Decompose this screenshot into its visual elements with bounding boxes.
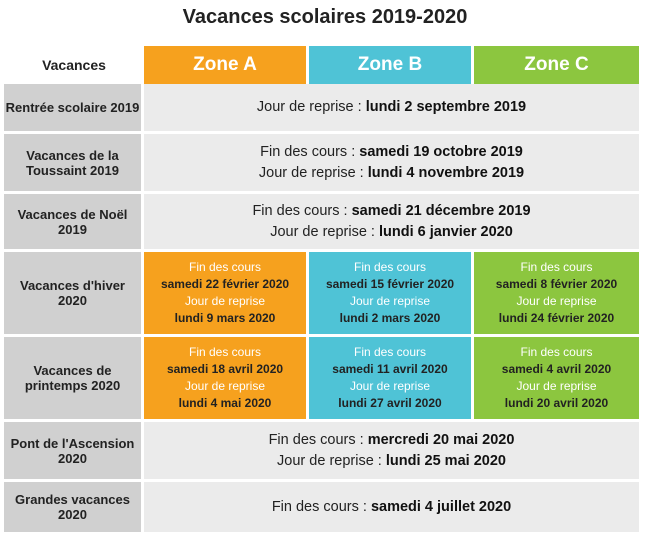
printemps-zone-a (144, 337, 309, 422)
fin-label: Fin des cours : (268, 431, 368, 448)
reprise-label: Jour de reprise : (270, 223, 379, 240)
page-title: Vacances scolaires 2019-2020 (182, 6, 468, 28)
hiver-zone-b (309, 252, 474, 337)
reprise-date: lundi 9 mars 2020 (174, 311, 276, 325)
row-printemps (4, 337, 639, 422)
row-label-toussaint: Vacances de la Toussaint 2019 (4, 134, 144, 194)
reprise-label: Jour de reprise (349, 379, 431, 393)
fin-label: Fin des cours (353, 345, 427, 359)
fin-date: samedi 15 février 2020 (325, 277, 455, 291)
reprise-label: Jour de reprise : (256, 99, 366, 115)
fin-date: samedi 8 février 2020 (495, 277, 618, 291)
reprise-date: lundi 27 avril 2020 (338, 396, 442, 410)
row-rentree (4, 84, 639, 134)
reprise-label: Jour de reprise (516, 379, 597, 393)
row-label-ascension: Pont de l'Ascension 2020 (4, 422, 144, 482)
reprise-date: lundi 24 février 2020 (498, 311, 615, 325)
holiday-table (4, 46, 639, 532)
row-label-ete: Grandes vacances 2020 (4, 482, 144, 532)
fin-date: samedi 4 avril 2020 (501, 362, 612, 376)
row-label-noel: Vacances de Noël 2019 (4, 194, 144, 252)
row-hiver (4, 252, 639, 337)
reprise-label: Jour de reprise (349, 294, 431, 308)
reprise-date: lundi 4 novembre 2019 (367, 164, 525, 181)
fin-label: Fin des cours : (252, 202, 352, 219)
fin-date: samedi 11 avril 2020 (332, 362, 448, 376)
reprise-date: lundi 4 mai 2020 (178, 396, 272, 410)
reprise-label: Jour de reprise (184, 379, 266, 393)
reprise-label: Jour de reprise (184, 294, 266, 308)
row-label-rentree: Rentrée scolaire 2019 (4, 84, 144, 134)
row-noel (4, 194, 639, 252)
fin-label: Fin des cours : (271, 498, 371, 515)
fin-label: Fin des cours (353, 260, 427, 274)
fin-date: samedi 18 avril 2020 (166, 362, 284, 376)
fin-date: samedi 19 octobre 2019 (359, 143, 523, 160)
row-label-printemps: Vacances de printemps 2020 (4, 337, 144, 422)
zone-a-header: Zone A (144, 46, 309, 84)
vacances-header: Vacances (4, 46, 144, 84)
rentree-dates (144, 84, 639, 134)
ascension-dates (144, 422, 639, 482)
row-ascension (4, 422, 639, 482)
reprise-date: lundi 20 avril 2020 (504, 396, 609, 410)
fin-date: samedi 21 décembre 2019 (351, 202, 531, 219)
fin-date: samedi 4 juillet 2020 (370, 498, 512, 515)
row-label-hiver: Vacances d'hiver 2020 (4, 252, 144, 337)
fin-date: mercredi 20 mai 2020 (367, 431, 515, 448)
toussaint-dates (144, 134, 639, 194)
fin-label: Fin des cours (520, 260, 593, 274)
reprise-label: Jour de reprise : (277, 452, 386, 469)
printemps-zone-b (309, 337, 474, 422)
printemps-zone-c (474, 337, 639, 422)
fin-label: Fin des cours (188, 345, 262, 359)
reprise-date: lundi 25 mai 2020 (385, 452, 506, 469)
reprise-label: Jour de reprise : (258, 164, 368, 181)
fin-label: Fin des cours (188, 260, 262, 274)
header-row (4, 46, 639, 84)
hiver-zone-a (144, 252, 309, 337)
reprise-date: lundi 2 septembre 2019 (365, 99, 527, 115)
row-toussaint (4, 134, 639, 194)
reprise-date: lundi 6 janvier 2020 (379, 223, 513, 240)
hiver-zone-c (474, 252, 639, 337)
zone-b-header: Zone B (309, 46, 474, 84)
reprise-date: lundi 2 mars 2020 (339, 311, 441, 325)
zone-c-header: Zone C (474, 46, 639, 84)
fin-label: Fin des cours (520, 345, 593, 359)
noel-dates (144, 194, 639, 252)
reprise-label: Jour de reprise (516, 294, 597, 308)
fin-label: Fin des cours : (260, 143, 360, 160)
row-ete (4, 482, 639, 532)
fin-date: samedi 22 février 2020 (160, 277, 290, 291)
ete-dates (144, 482, 639, 532)
